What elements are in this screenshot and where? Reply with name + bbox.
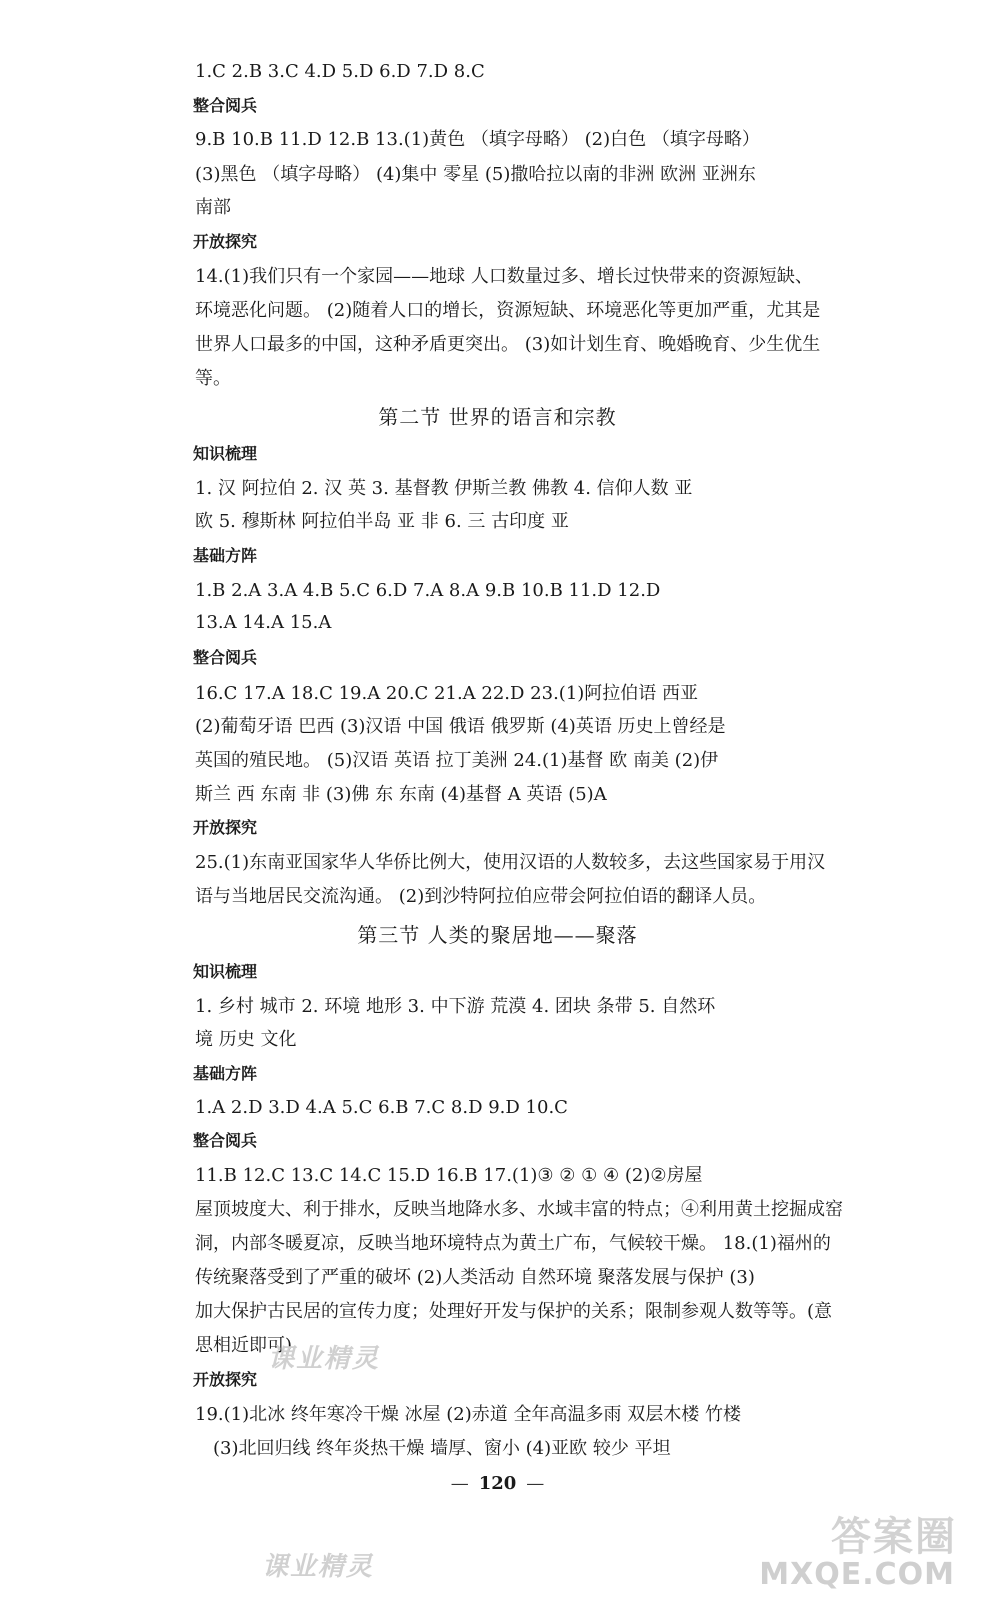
- section-heading: 整合阅兵: [193, 96, 258, 115]
- section-heading: 开放探究: [193, 232, 258, 251]
- answer-line: 英国的殖民地。 (5)汉语 英语 拉丁美洲 24.(1)基督 欧 南美 (2)伊: [195, 750, 719, 771]
- answer-line: 境 历史 文化: [195, 1029, 297, 1050]
- section-heading: 知识梳理: [193, 444, 258, 463]
- answer-line: 14.(1)我们只有一个家园——地球 人口数量过多、增长过快带来的资源短缺、: [195, 266, 813, 287]
- stamp-watermark: 课业精灵: [268, 1344, 381, 1374]
- dash-right: —: [526, 1473, 545, 1494]
- answer-line: 思相近即可): [195, 1335, 293, 1356]
- dash-left: —: [450, 1473, 469, 1494]
- answer-line: 1.B 2.A 3.A 4.B 5.C 6.D 7.A 8.A 9.B 10.B 11.D 12.D: [195, 580, 661, 601]
- answer-line: (3)黑色 （填字母略） (4)集中 零星 (5)撒哈拉以南的非洲 欧洲 亚洲东: [195, 164, 756, 185]
- answer-line: 25.(1)东南亚国家华人华侨比例大，使用汉语的人数较多，去这些国家易于用汉: [195, 852, 826, 873]
- answer-line: 语与当地居民交流沟通。 (2)到沙特阿拉伯应带会阿拉伯语的翻译人员。: [195, 886, 767, 907]
- answer-line: 13.A 14.A 15.A: [195, 612, 332, 633]
- answer-line: 洞，内部冬暖夏凉，反映当地环境特点为黄土广布，气候较干燥。 18.(1)福州的: [195, 1233, 831, 1254]
- answer-line: 欧 5. 穆斯林 阿拉伯半岛 亚 非 6. 三 古印度 亚: [195, 511, 569, 532]
- section-heading: 开放探究: [193, 818, 258, 837]
- answer-line: 1. 乡村 城市 2. 环境 地形 3. 中下游 荒漠 4. 团块 条带 5. 自然环: [195, 996, 716, 1017]
- watermark-cn: 答案圈: [831, 1514, 957, 1560]
- answer-line: 传统聚落受到了严重的破坏 (2)人类活动 自然环境 聚落发展与保护 (3): [195, 1267, 755, 1288]
- answer-line: 16.C 17.A 18.C 19.A 20.C 21.A 22.D 23.(1)阿拉伯语 西亚: [195, 683, 699, 704]
- answer-line: 南部: [195, 197, 231, 218]
- answer-line: 加大保护古民居的宣传力度；处理好开发与保护的关系；限制参观人数等等。(意: [195, 1301, 833, 1322]
- answer-line: 斯兰 西 东南 非 (3)佛 东 东南 (4)基督 A 英语 (5)A: [195, 784, 607, 805]
- answer-line: 等。: [195, 368, 231, 389]
- chapter-section-title: 第三节 人类的聚居地——聚落: [357, 923, 638, 947]
- answer-line: 世界人口最多的中国，这种矛盾更突出。 (3)如计划生育、晚婚晚育、少生优生: [195, 334, 821, 355]
- answer-line: 1. 汉 阿拉伯 2. 汉 英 3. 基督教 伊斯兰教 佛教 4. 信仰人数 亚: [195, 478, 693, 499]
- answer-line: 屋顶坡度大、利于排水，反映当地降水多、水域丰富的特点；④利用黄土挖掘成窑: [195, 1199, 843, 1220]
- answer-line: 环境恶化问题。 (2)随着人口的增长，资源短缺、环境恶化等更加严重，尤其是: [195, 300, 821, 321]
- watermark-en: MXQE.COM: [759, 1557, 955, 1592]
- site-watermark: [759, 1505, 977, 1595]
- answer-line: 9.B 10.B 11.D 12.B 13.(1)黄色 （填字母略） (2)白色 （填字母略）: [195, 129, 760, 150]
- section-heading: 整合阅兵: [193, 648, 258, 667]
- answer-line: (3)北回归线 终年炎热干燥 墙厚、窗小 (4)亚欧 较少 平坦: [213, 1438, 671, 1459]
- page-number: [0, 1470, 995, 1498]
- section-heading: 开放探究: [193, 1370, 258, 1389]
- section-heading: 整合阅兵: [193, 1131, 258, 1150]
- answer-line: 11.B 12.C 13.C 14.C 15.D 16.B 17.(1)③ ② ① ④ (2)②房屋: [195, 1165, 703, 1186]
- answer-line: 1.C 2.B 3.C 4.D 5.D 6.D 7.D 8.C: [195, 61, 485, 82]
- stamp-watermark: 课业精灵: [262, 1552, 375, 1582]
- chapter-section-title: 第二节 世界的语言和宗教: [378, 405, 617, 429]
- section-heading: 知识梳理: [193, 962, 258, 981]
- section-heading: 基础方阵: [193, 1064, 258, 1083]
- section-heading: 基础方阵: [193, 546, 258, 565]
- answer-line: (2)葡萄牙语 巴西 (3)汉语 中国 俄语 俄罗斯 (4)英语 历史上曾经是: [195, 716, 726, 737]
- answer-line: 19.(1)北冰 终年寒冷干燥 冰屋 (2)赤道 全年高温多雨 双层木楼 竹楼: [195, 1404, 741, 1425]
- answer-line: 1.A 2.D 3.D 4.A 5.C 6.B 7.C 8.D 9.D 10.C: [195, 1097, 568, 1118]
- page-number-value: 120: [478, 1473, 517, 1494]
